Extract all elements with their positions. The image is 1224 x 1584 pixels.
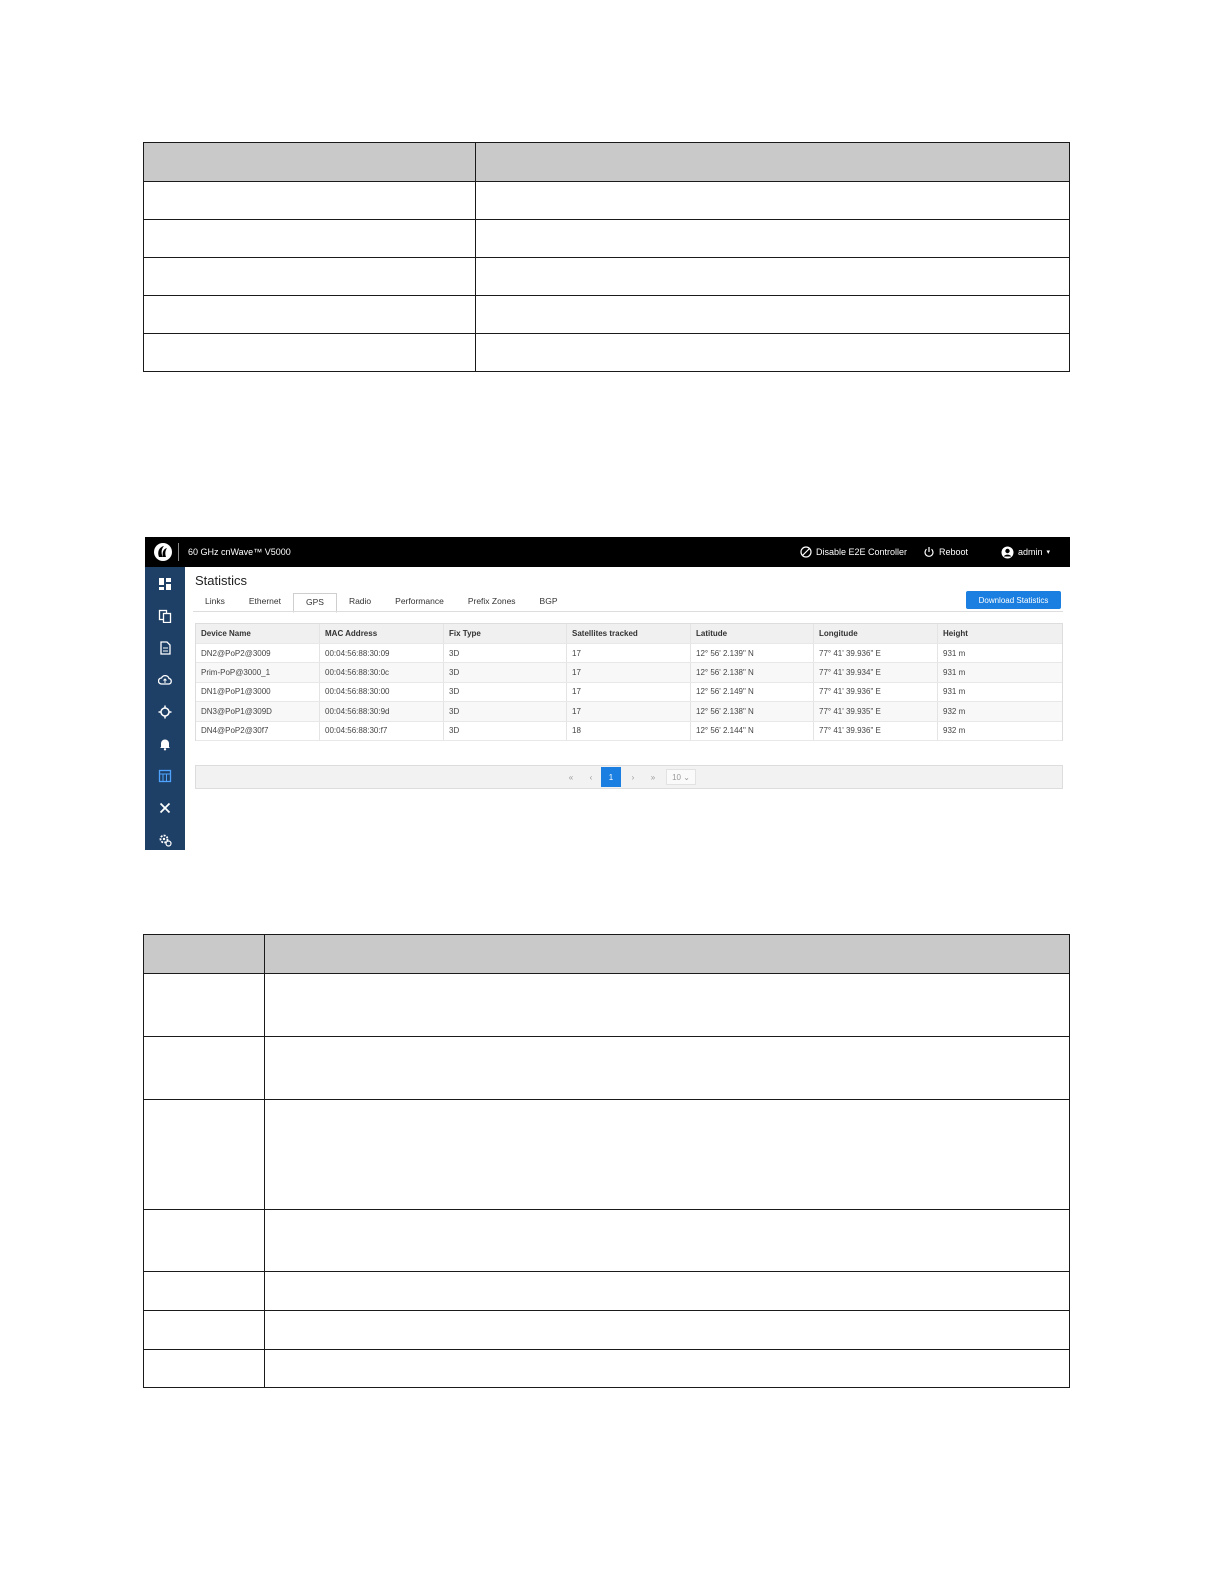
table-header-row: [196, 624, 1062, 644]
document-icon[interactable]: [157, 640, 173, 656]
table-cell: 931 m: [943, 668, 966, 678]
crosshair-icon[interactable]: [157, 704, 173, 720]
table-row[interactable]: [196, 722, 1062, 741]
table-cell: DN3@PoP1@309D: [196, 702, 320, 720]
table-row: [144, 334, 1070, 372]
table-cell: 3D: [444, 702, 567, 720]
statistics-icon[interactable]: [157, 768, 173, 784]
table-cell: DN4@PoP2@30f7: [196, 722, 320, 740]
reboot-button[interactable]: [923, 544, 968, 560]
column-header[interactable]: Device Name: [196, 624, 320, 643]
column-header[interactable]: Longitude: [814, 624, 938, 643]
gps-table: [195, 623, 1063, 741]
current-page-button[interactable]: 1: [601, 767, 621, 787]
table-cell: 3D: [444, 663, 567, 681]
table-cell: 00:04:56:88:30:f7: [320, 722, 444, 740]
column-header[interactable]: Fix Type: [444, 624, 567, 643]
user-icon: [1001, 546, 1014, 559]
table-cell: 00:04:56:88:30:00: [320, 683, 444, 701]
table-cell: 77° 41' 39.936" E: [814, 683, 938, 701]
table-cell: 17: [567, 663, 691, 681]
table-cell: 932 m: [943, 726, 966, 736]
brand-logo-icon: [153, 542, 173, 562]
reboot-label: Reboot: [939, 547, 969, 557]
user-menu[interactable]: [1001, 544, 1050, 560]
table-cell: 77° 41' 39.936" E: [814, 644, 938, 662]
table-row[interactable]: [196, 683, 1062, 702]
table-cell: 17: [567, 702, 691, 720]
table-cell: 3D: [444, 722, 567, 740]
cloud-upload-icon[interactable]: [157, 672, 173, 688]
top-bar: [145, 537, 1070, 567]
power-icon: [923, 546, 935, 558]
tab-ethernet[interactable]: Ethernet: [248, 596, 281, 606]
column-header[interactable]: Latitude: [691, 624, 814, 643]
ban-icon: [800, 546, 812, 558]
chevron-down-icon: ▾: [1046, 549, 1051, 556]
copy-icon[interactable]: [157, 608, 173, 624]
next-page-button[interactable]: ›: [631, 772, 635, 782]
table-row: [144, 1311, 1070, 1350]
tab-performance[interactable]: Performance: [395, 596, 444, 606]
table-cell: 00:04:56:88:30:9d: [320, 702, 444, 720]
disable-e2e-controller-button[interactable]: [800, 544, 907, 560]
disable-e2e-label: Disable E2E Controller: [816, 547, 908, 557]
page-title: Statistics: [195, 573, 248, 588]
previous-page-button[interactable]: ‹: [589, 772, 593, 782]
table-row: [144, 1272, 1070, 1311]
tab-bgp[interactable]: BGP: [539, 596, 558, 606]
table-row: [144, 1210, 1070, 1272]
table-row[interactable]: [196, 702, 1062, 721]
table-cell: 00:04:56:88:30:09: [320, 644, 444, 662]
table-header-cell: [144, 935, 265, 974]
table-row: [144, 974, 1070, 1037]
table-cell: 3D: [444, 683, 567, 701]
page-size-select[interactable]: 10 ⌄: [666, 769, 696, 785]
tab-gps[interactable]: GPS: [293, 593, 337, 613]
user-name: admin: [1018, 547, 1043, 557]
table-row: [144, 182, 1070, 220]
tools-icon[interactable]: [157, 800, 173, 816]
table-row: [144, 1037, 1070, 1100]
first-page-button[interactable]: «: [568, 772, 574, 782]
tabs-divider: [193, 611, 1063, 612]
download-statistics-button[interactable]: Download Statistics: [966, 591, 1061, 609]
table-cell: 12° 56' 2.139" N: [691, 644, 814, 662]
app-title: 60 GHz cnWave™ V5000: [188, 547, 291, 557]
table-cell: 77° 41' 39.936" E: [814, 722, 938, 740]
table-row: [144, 1350, 1070, 1388]
document-table-top: [143, 142, 1070, 372]
tab-links[interactable]: Links: [205, 596, 225, 606]
dashboard-icon[interactable]: [157, 576, 173, 592]
tab-radio[interactable]: Radio: [348, 596, 372, 606]
sidebar: [145, 567, 185, 850]
document-table-bottom: [143, 934, 1070, 1388]
statistics-tabs: [193, 593, 570, 611]
table-cell: 932 m: [943, 706, 966, 716]
table-cell: 12° 56' 2.138" N: [691, 702, 814, 720]
table-row[interactable]: [196, 663, 1062, 682]
table-header-cell: [265, 935, 1070, 974]
table-row: [144, 296, 1070, 334]
table-cell: 12° 56' 2.144" N: [691, 722, 814, 740]
table-cell: 12° 56' 2.138" N: [691, 663, 814, 681]
table-row: [144, 220, 1070, 258]
column-header[interactable]: Height: [943, 629, 968, 638]
table-cell: 17: [567, 644, 691, 662]
tab-prefix-zones[interactable]: Prefix Zones: [467, 596, 516, 606]
statistics-screenshot: [145, 537, 1070, 850]
table-cell: 12° 56' 2.149" N: [691, 683, 814, 701]
bell-icon[interactable]: [157, 736, 173, 752]
title-separator: [178, 543, 179, 561]
table-cell: DN2@PoP2@3009: [196, 644, 320, 662]
column-header[interactable]: Satellites tracked: [567, 624, 691, 643]
table-cell: 18: [567, 722, 691, 740]
settings-icon[interactable]: [157, 832, 173, 848]
main-content: [185, 567, 1070, 850]
table-row: [144, 1100, 1070, 1210]
table-cell: 3D: [444, 644, 567, 662]
table-cell: Prim-PoP@3000_1: [196, 663, 320, 681]
pagination: [195, 765, 1063, 789]
table-header-cell: [144, 143, 476, 182]
column-header[interactable]: MAC Address: [320, 624, 444, 643]
table-cell: 77° 41' 39.935" E: [814, 702, 938, 720]
table-row[interactable]: [196, 644, 1062, 663]
table-cell: 00:04:56:88:30:0c: [320, 663, 444, 681]
last-page-button[interactable]: »: [650, 772, 656, 782]
table-cell: 931 m: [943, 648, 966, 658]
table-cell: DN1@PoP1@3000: [196, 683, 320, 701]
table-cell: 931 m: [943, 687, 966, 697]
table-cell: 77° 41' 39.934" E: [814, 663, 938, 681]
table-header-cell: [476, 143, 1070, 182]
table-cell: 17: [567, 683, 691, 701]
table-row: [144, 258, 1070, 296]
